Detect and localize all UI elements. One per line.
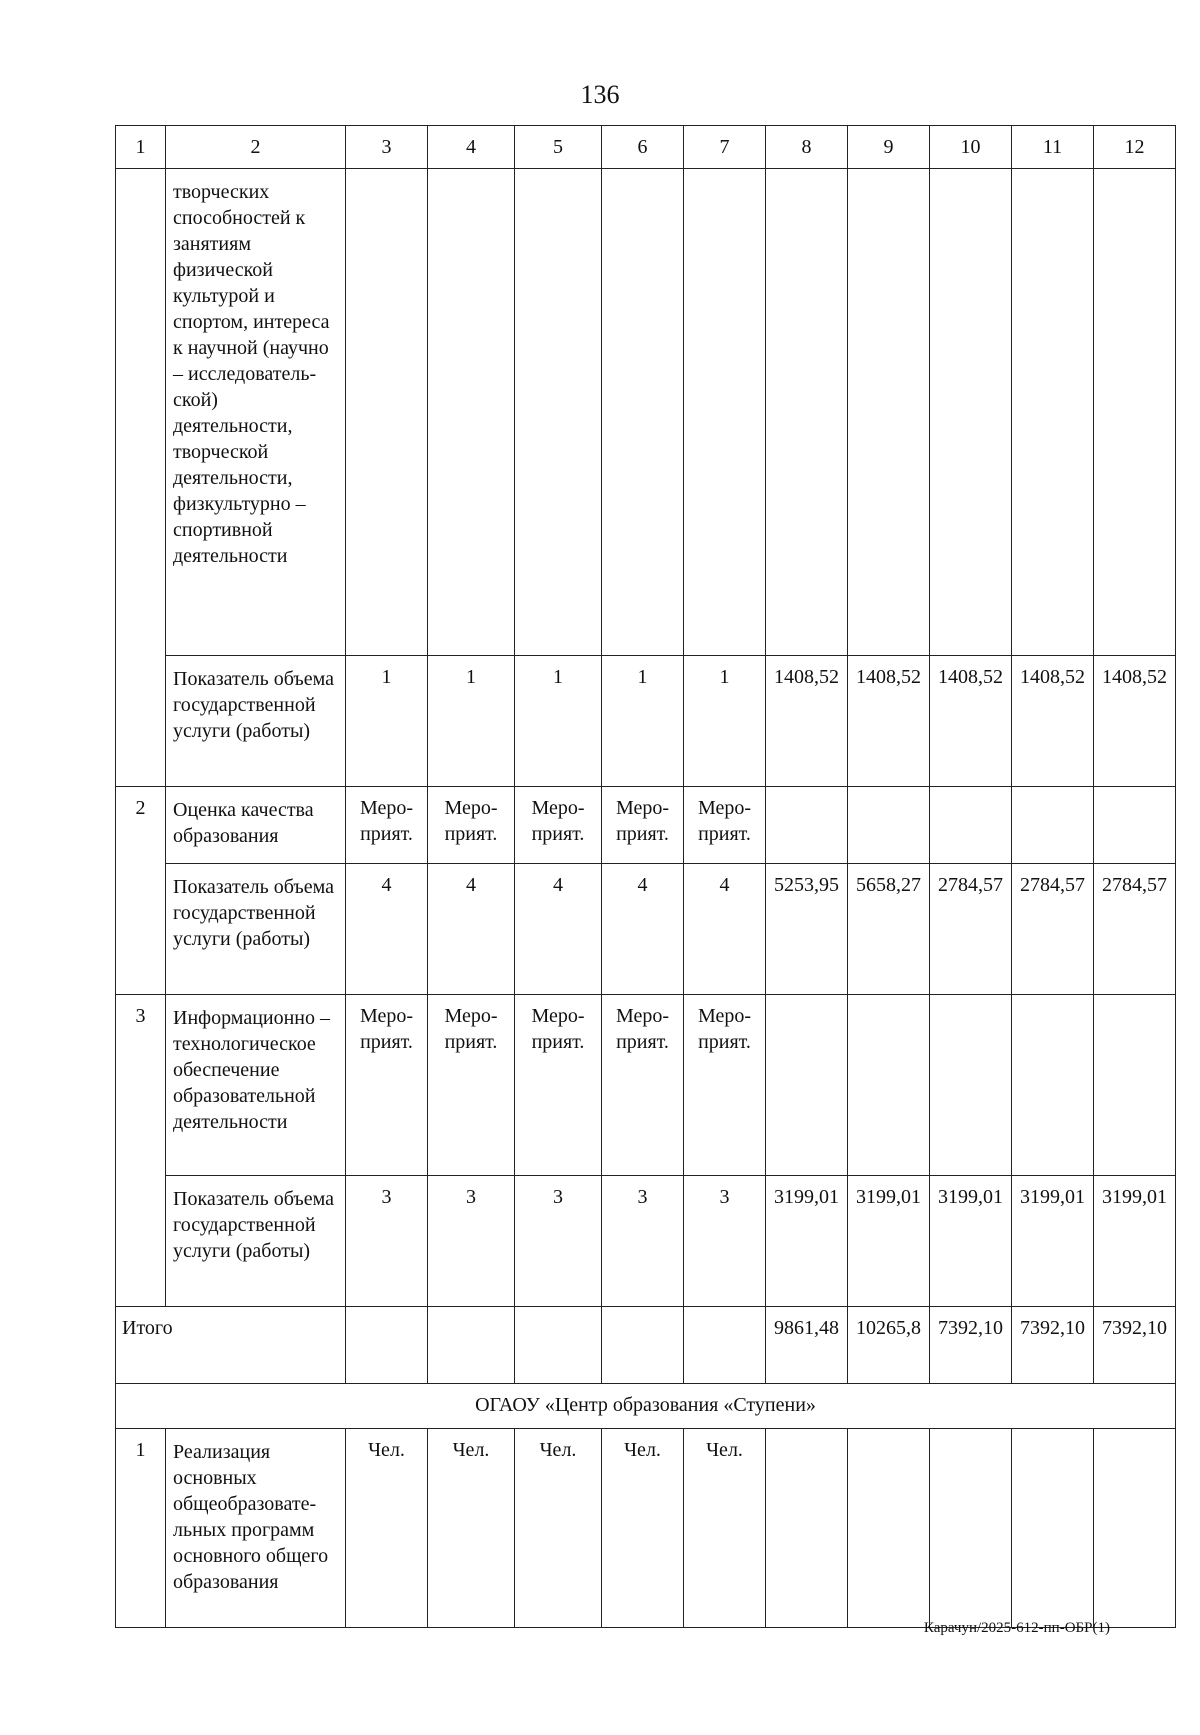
empty-cell bbox=[930, 1429, 1012, 1628]
empty-cell bbox=[930, 787, 1012, 864]
unit-cell: Чел. bbox=[428, 1429, 515, 1628]
header-cell: 8 bbox=[766, 126, 848, 169]
unit-cell: Меро-прият. bbox=[602, 995, 684, 1176]
total-row bbox=[116, 1307, 1176, 1384]
value-cell bbox=[346, 1307, 428, 1384]
empty-cell bbox=[766, 1429, 848, 1628]
value-cell: 3199,01 bbox=[766, 1176, 848, 1307]
empty-cell bbox=[848, 787, 930, 864]
empty-cell bbox=[848, 995, 930, 1176]
total-value-cell: 9861,48 bbox=[766, 1307, 848, 1384]
indicator-name-cell: Показатель объема государственной услуги (работы) bbox=[166, 656, 346, 787]
table-row bbox=[116, 169, 1176, 656]
empty-cell bbox=[766, 787, 848, 864]
header-row bbox=[116, 126, 1176, 169]
value-cell: 3199,01 bbox=[848, 1176, 930, 1307]
empty-cell bbox=[930, 169, 1012, 656]
empty-cell bbox=[346, 169, 428, 656]
header-cell: 2 bbox=[166, 126, 346, 169]
value-cell: 1408,52 bbox=[766, 656, 848, 787]
value-cell bbox=[515, 1307, 602, 1384]
unit-cell: Меро-прият. bbox=[515, 995, 602, 1176]
empty-cell bbox=[1094, 995, 1176, 1176]
empty-cell bbox=[1094, 787, 1176, 864]
value-cell: 5658,27 bbox=[848, 864, 930, 995]
total-value-cell: 10265,8 bbox=[848, 1307, 930, 1384]
empty-cell bbox=[1094, 1429, 1176, 1628]
unit-cell: Меро-прият. bbox=[684, 787, 766, 864]
value-cell: 2784,57 bbox=[1012, 864, 1094, 995]
table-row bbox=[116, 995, 1176, 1176]
service-name-cell: Реализация основных общеобразовате-льных программ основного общего образования bbox=[166, 1429, 346, 1628]
unit-cell: Чел. bbox=[602, 1429, 684, 1628]
value-cell: 3 bbox=[602, 1176, 684, 1307]
total-value-cell: 7392,10 bbox=[1012, 1307, 1094, 1384]
unit-cell: Чел. bbox=[346, 1429, 428, 1628]
value-cell: 4 bbox=[515, 864, 602, 995]
empty-cell bbox=[766, 169, 848, 656]
org-row bbox=[116, 1384, 1176, 1429]
empty-cell bbox=[1094, 169, 1176, 656]
header-cell: 5 bbox=[515, 126, 602, 169]
value-cell: 4 bbox=[602, 864, 684, 995]
service-name-cell: творческих способностей к занятиям физической культурой и спортом, интереса к научной (научно – исследователь-ской) деятельности, творческой деятельности, физкультурно – спортивной деятельности bbox=[166, 169, 346, 656]
document-reference-footer: Карачун/2025-612-пп-ОБР(1) bbox=[923, 1620, 1110, 1636]
table-row bbox=[116, 1176, 1176, 1307]
unit-cell: Чел. bbox=[515, 1429, 602, 1628]
organization-heading: ОГАОУ «Центр образования «Ступени» bbox=[116, 1384, 1176, 1429]
value-cell: 3199,01 bbox=[1094, 1176, 1176, 1307]
unit-cell: Меро-прият. bbox=[602, 787, 684, 864]
header-cell: 10 bbox=[930, 126, 1012, 169]
value-cell: 1408,52 bbox=[1094, 656, 1176, 787]
empty-cell bbox=[930, 995, 1012, 1176]
value-cell: 3 bbox=[346, 1176, 428, 1307]
value-cell: 3 bbox=[684, 1176, 766, 1307]
header-cell: 7 bbox=[684, 126, 766, 169]
empty-cell bbox=[684, 169, 766, 656]
empty-cell bbox=[1012, 995, 1094, 1176]
total-value-cell: 7392,10 bbox=[1094, 1307, 1176, 1384]
unit-cell: Меро-прият. bbox=[684, 995, 766, 1176]
value-cell: 1408,52 bbox=[930, 656, 1012, 787]
value-cell: 3199,01 bbox=[930, 1176, 1012, 1307]
value-cell: 1 bbox=[346, 656, 428, 787]
value-cell: 3 bbox=[428, 1176, 515, 1307]
header-cell: 3 bbox=[346, 126, 428, 169]
empty-cell bbox=[848, 1429, 930, 1628]
empty-cell bbox=[515, 169, 602, 656]
unit-cell: Меро-прият. bbox=[346, 995, 428, 1176]
unit-cell: Меро-прият. bbox=[346, 787, 428, 864]
empty-cell bbox=[848, 169, 930, 656]
empty-cell bbox=[1012, 1429, 1094, 1628]
table-row bbox=[116, 787, 1176, 864]
header-cell: 4 bbox=[428, 126, 515, 169]
service-name-cell: Информационно – технологическое обеспечение образовательной деятельности bbox=[166, 995, 346, 1176]
empty-cell bbox=[1012, 169, 1094, 656]
value-cell: 2784,57 bbox=[1094, 864, 1176, 995]
unit-cell: Чел. bbox=[684, 1429, 766, 1628]
service-name-cell: Оценка качества образования bbox=[166, 787, 346, 864]
value-cell: 1 bbox=[428, 656, 515, 787]
table-row bbox=[116, 864, 1176, 995]
row-number-cell: 2 bbox=[116, 787, 166, 995]
value-cell: 5253,95 bbox=[766, 864, 848, 995]
empty-cell bbox=[1012, 787, 1094, 864]
value-cell: 4 bbox=[684, 864, 766, 995]
unit-cell: Меро-прият. bbox=[428, 787, 515, 864]
value-cell: 3 bbox=[515, 1176, 602, 1307]
value-cell: 1 bbox=[602, 656, 684, 787]
services-table bbox=[115, 125, 1176, 1628]
header-cell: 12 bbox=[1094, 126, 1176, 169]
value-cell: 1 bbox=[684, 656, 766, 787]
empty-cell bbox=[602, 169, 684, 656]
indicator-name-cell: Показатель объема государственной услуги (работы) bbox=[166, 1176, 346, 1307]
header-cell: 6 bbox=[602, 126, 684, 169]
value-cell bbox=[428, 1307, 515, 1384]
header-cell: 9 bbox=[848, 126, 930, 169]
table-row bbox=[116, 1429, 1176, 1628]
total-label: Итого bbox=[116, 1307, 346, 1384]
value-cell: 4 bbox=[428, 864, 515, 995]
unit-cell: Меро-прият. bbox=[428, 995, 515, 1176]
value-cell: 3199,01 bbox=[1012, 1176, 1094, 1307]
table-row bbox=[116, 656, 1176, 787]
value-cell bbox=[602, 1307, 684, 1384]
header-cell: 11 bbox=[1012, 126, 1094, 169]
row-number-cell bbox=[116, 169, 166, 787]
row-number-cell: 3 bbox=[116, 995, 166, 1307]
header-cell: 1 bbox=[116, 126, 166, 169]
indicator-name-cell: Показатель объема государственной услуги (работы) bbox=[166, 864, 346, 995]
value-cell: 1408,52 bbox=[1012, 656, 1094, 787]
value-cell: 4 bbox=[346, 864, 428, 995]
value-cell: 2784,57 bbox=[930, 864, 1012, 995]
empty-cell bbox=[766, 995, 848, 1176]
unit-cell: Меро-прият. bbox=[515, 787, 602, 864]
value-cell: 1 bbox=[515, 656, 602, 787]
empty-cell bbox=[428, 169, 515, 656]
row-number-cell: 1 bbox=[116, 1429, 166, 1628]
page-number: 136 bbox=[580, 80, 620, 109]
total-value-cell: 7392,10 bbox=[930, 1307, 1012, 1384]
value-cell bbox=[684, 1307, 766, 1384]
value-cell: 1408,52 bbox=[848, 656, 930, 787]
